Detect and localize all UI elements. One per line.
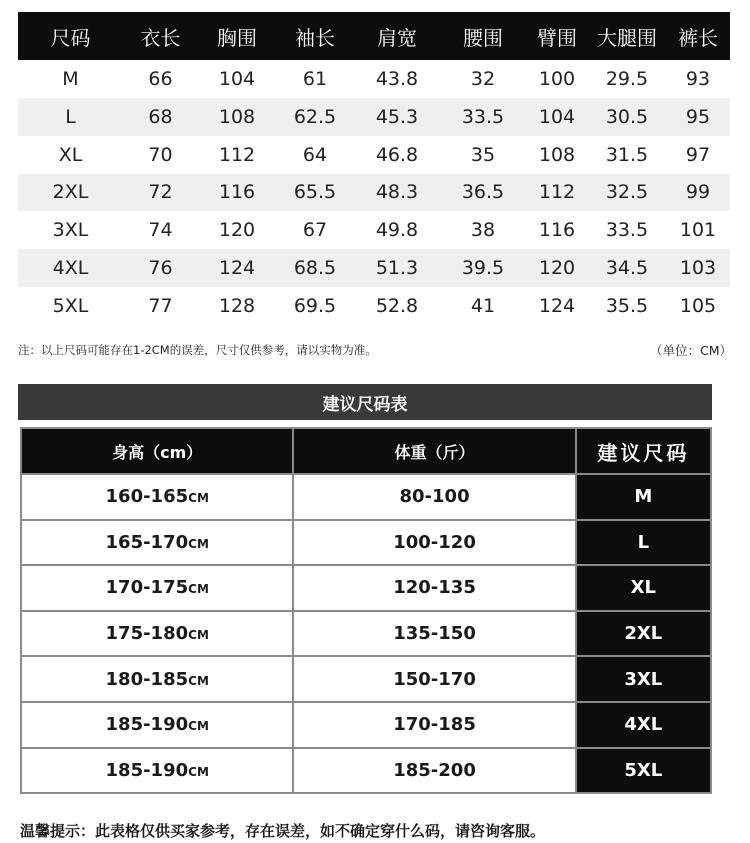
weight-cell: 170-185 — [293, 702, 575, 748]
cell-size: L — [65, 105, 76, 128]
header-chest: 胸围 — [217, 25, 257, 50]
cell-length: 74 — [148, 219, 173, 242]
weight-cell: 80-100 — [293, 474, 575, 520]
cell-shoulder: 49.8 — [375, 219, 419, 242]
weight-cell: 100-120 — [293, 520, 575, 566]
cell-thigh: 30.5 — [605, 105, 649, 128]
cell-pants-length: 97 — [685, 143, 711, 166]
cell-waist: 35 — [470, 143, 496, 166]
recommend-title: 建议尺码表 — [18, 384, 712, 420]
recommend-table — [20, 427, 712, 794]
cell-arm: 112 — [538, 181, 576, 204]
height-cell — [21, 474, 293, 520]
measurement-table — [18, 12, 730, 325]
cell-arm: 108 — [538, 143, 576, 166]
cell-length: 76 — [148, 257, 173, 280]
height-value: 175-180 — [105, 623, 189, 645]
cell-pants-length: 99 — [685, 181, 711, 204]
cell-thigh: 32.5 — [605, 181, 649, 204]
header-length: 衣长 — [140, 25, 181, 50]
cell-sleeve: 69.5 — [293, 294, 337, 317]
table-row — [21, 565, 711, 611]
height-value: 160-165 — [105, 486, 189, 508]
cell-chest: 108 — [218, 105, 256, 128]
cell-sleeve: 62.5 — [293, 105, 337, 128]
cell-arm: 124 — [538, 294, 576, 317]
measurement-header-row — [18, 12, 730, 60]
cell-length: 72 — [148, 181, 173, 204]
cell-pants-length: 103 — [679, 257, 717, 280]
height-cell — [21, 565, 293, 611]
cell-pants-length: 93 — [685, 67, 711, 90]
size-cell: M — [576, 474, 711, 520]
cell-pants-length: 101 — [679, 219, 717, 242]
cell-shoulder: 45.3 — [375, 105, 419, 128]
cell-waist: 36.5 — [461, 181, 505, 204]
tolerance-note: 注：以上尺码可能存在1-2CM的误差，尺寸仅供参考，请以实物为准。 — [18, 343, 377, 357]
cell-waist: 33.5 — [461, 105, 505, 128]
cell-size: M — [62, 67, 79, 90]
cell-sleeve: 64 — [302, 143, 328, 166]
height-unit: CM — [188, 764, 209, 779]
cell-chest: 120 — [218, 219, 256, 242]
weight-cell: 150-170 — [293, 656, 575, 702]
cell-pants-length: 95 — [685, 105, 711, 128]
cell-shoulder: 51.3 — [375, 257, 419, 280]
height-value: 165-170 — [105, 531, 189, 553]
cell-thigh: 31.5 — [605, 143, 649, 166]
unit-note: （单位：CM） — [649, 343, 732, 358]
header-size: 尺码 — [50, 25, 91, 50]
cell-thigh: 29.5 — [605, 67, 649, 90]
size-cell: 4XL — [576, 702, 711, 748]
table-row — [21, 474, 711, 520]
height-unit: CM — [188, 582, 209, 597]
cell-waist: 39.5 — [461, 257, 505, 280]
table-row — [18, 211, 730, 249]
table-row — [18, 249, 730, 287]
header-shoulder: 肩宽 — [377, 25, 417, 50]
header-pants-length: 裤长 — [678, 25, 718, 50]
cell-shoulder: 48.3 — [375, 181, 419, 204]
cell-thigh: 33.5 — [605, 219, 649, 242]
cell-chest: 116 — [218, 181, 256, 204]
table-row — [21, 656, 711, 702]
cell-arm: 116 — [538, 219, 576, 242]
size-cell: XL — [576, 565, 711, 611]
cell-chest: 124 — [218, 257, 256, 280]
size-cell: 3XL — [576, 656, 711, 702]
height-cell — [21, 611, 293, 657]
cell-length: 68 — [148, 105, 173, 128]
cell-sleeve: 67 — [302, 219, 328, 242]
cell-size: 3XL — [52, 219, 89, 242]
table-row — [21, 611, 711, 657]
cell-chest: 112 — [218, 143, 256, 166]
cell-arm: 100 — [538, 67, 576, 90]
height-cell — [21, 656, 293, 702]
cell-waist: 32 — [470, 67, 496, 90]
cell-length: 70 — [148, 143, 173, 166]
header-sleeve: 袖长 — [295, 25, 335, 50]
header-suggested-size: 建议尺码 — [576, 428, 711, 474]
cell-thigh: 35.5 — [605, 294, 649, 317]
cell-sleeve: 65.5 — [293, 181, 337, 204]
cell-shoulder: 43.8 — [375, 67, 419, 90]
height-cell — [21, 748, 293, 794]
cell-chest: 104 — [218, 67, 256, 90]
weight-cell: 185-200 — [293, 748, 575, 794]
height-value: 180-185 — [105, 668, 189, 690]
warm-tip: 温馨提示：此表格仅供买家参考，存在误差，如不确定穿什么码，请咨询客服。 — [20, 822, 546, 840]
table-row — [18, 174, 730, 212]
cell-sleeve: 61 — [302, 67, 328, 90]
height-unit: CM — [188, 491, 209, 506]
cell-thigh: 34.5 — [605, 257, 649, 280]
table-row — [18, 98, 730, 136]
cell-size: XL — [58, 143, 83, 166]
cell-size: 2XL — [52, 181, 89, 204]
table-row — [18, 287, 730, 325]
size-cell: 5XL — [576, 748, 711, 794]
header-weight: 体重（斤） — [293, 428, 575, 474]
cell-shoulder: 52.8 — [375, 294, 419, 317]
cell-size: 4XL — [52, 257, 89, 280]
height-value: 185-190 — [105, 759, 189, 781]
cell-arm: 120 — [538, 257, 576, 280]
cell-length: 77 — [148, 294, 173, 317]
height-unit: CM — [188, 719, 209, 734]
cell-shoulder: 46.8 — [375, 143, 419, 166]
size-cell: 2XL — [576, 611, 711, 657]
height-unit: CM — [188, 536, 209, 551]
weight-cell: 135-150 — [293, 611, 575, 657]
height-cell — [21, 702, 293, 748]
height-value: 185-190 — [105, 714, 189, 736]
cell-pants-length: 105 — [679, 294, 717, 317]
header-thigh: 大腿围 — [597, 25, 657, 50]
cell-arm: 104 — [538, 105, 576, 128]
header-waist: 腰围 — [463, 25, 503, 50]
cell-chest: 128 — [218, 294, 256, 317]
cell-sleeve: 68.5 — [293, 257, 337, 280]
cell-waist: 38 — [470, 219, 496, 242]
height-unit: CM — [188, 628, 209, 643]
table-row — [21, 520, 711, 566]
size-cell: L — [576, 520, 711, 566]
height-unit: CM — [188, 673, 209, 688]
table-row — [18, 60, 730, 98]
table-row — [21, 748, 711, 794]
cell-length: 66 — [148, 67, 173, 90]
weight-cell: 120-135 — [293, 565, 575, 611]
header-height: 身高（cm） — [21, 428, 293, 474]
table-row — [21, 702, 711, 748]
cell-size: 5XL — [52, 294, 89, 317]
height-value: 170-175 — [105, 577, 189, 599]
cell-waist: 41 — [470, 294, 496, 317]
height-cell — [21, 520, 293, 566]
header-arm: 臂围 — [537, 25, 577, 50]
table-row — [18, 136, 730, 174]
recommend-header-row — [21, 428, 711, 474]
